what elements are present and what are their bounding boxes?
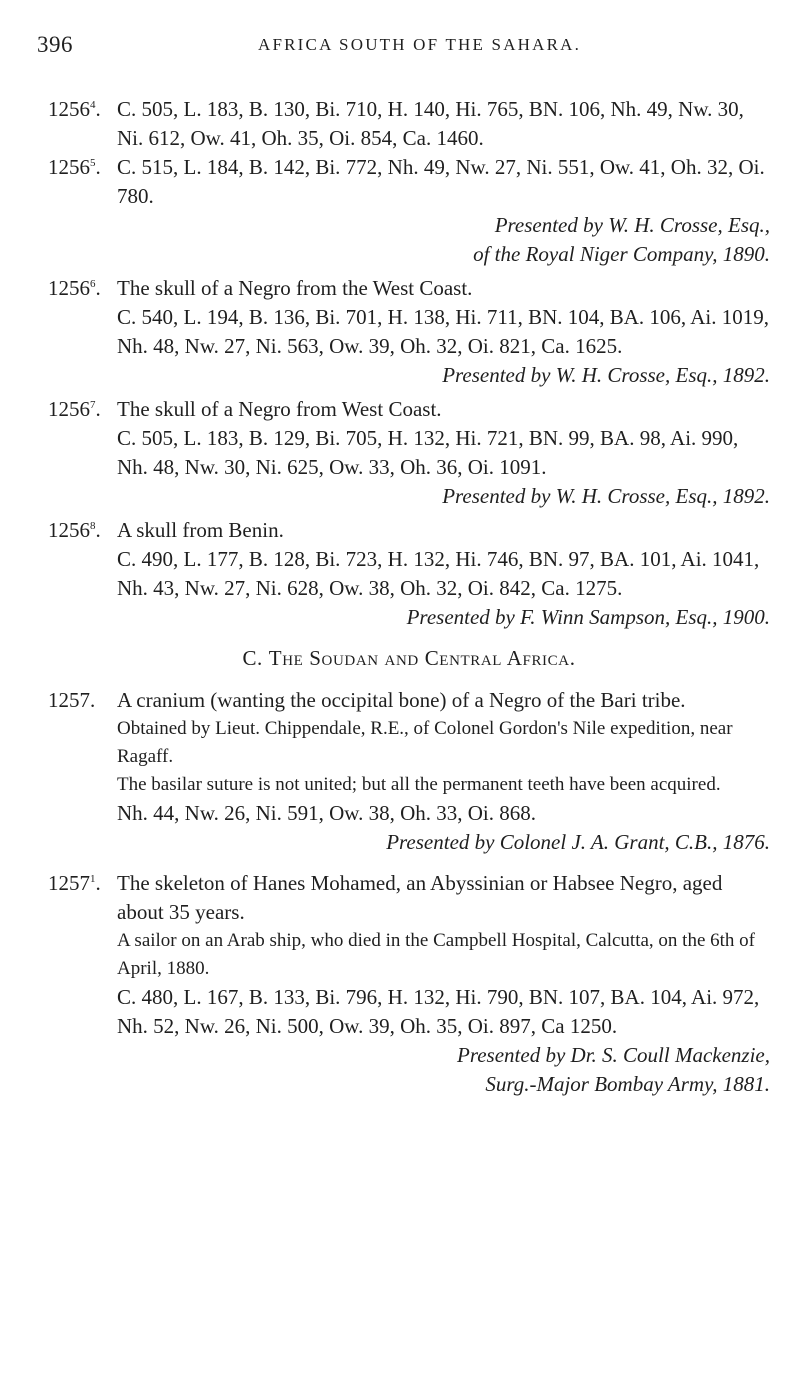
- presented-by: Presented by W. H. Crosse, Esq.,: [494, 213, 770, 237]
- entry-superscript: 6: [90, 278, 96, 290]
- presented-by: Surg.-Major Bombay Army, 1881.: [485, 1072, 770, 1096]
- entry-superscript: 5: [90, 157, 96, 169]
- catalogue-entry: [48, 95, 770, 153]
- section-letter: C.: [242, 646, 263, 670]
- catalogue-entry: [48, 153, 770, 269]
- entry-measurements: C. 505, L. 183, B. 129, Bi. 705, H. 132, Hi. 721, BN. 99, BA. 98, Ai. 990, Nh. 48, Nw. 30, Ni. 625, Ow. 33, Oh. 36, Oi. 1091.: [117, 426, 739, 479]
- entry-title: A skull from Benin.: [117, 518, 284, 542]
- catalogue-entry: [48, 869, 770, 1099]
- catalogue-entry: [48, 516, 770, 632]
- entry-number: 1256$^6$.: [48, 276, 101, 300]
- entry-number: 1256$^4$.: [48, 97, 101, 121]
- entry-title: A cranium (wanting the occipital bone) of a Negro of the Bari tribe.: [117, 688, 686, 712]
- section-title: The Soudan and Central Africa.: [268, 646, 576, 670]
- entry-note: Obtained by Lieut. Chippendale, R.E., of Colonel Gordon's Nile expedition, near Ragaff.: [117, 718, 733, 767]
- entry-superscript: 4: [90, 99, 96, 111]
- entry-superscript: 7: [90, 399, 96, 411]
- entry-number: 1256$^8$.: [48, 518, 101, 542]
- entry-measurements: C. 540, L. 194, B. 136, Bi. 701, H. 138, Hi. 711, BN. 104, BA. 106, Ai. 1019, Nh. 48, Nw. 27, Ni. 563, Ow. 39, Oh. 32, Oi. 821, Ca. 1625.: [117, 305, 770, 358]
- page-header: [0, 32, 800, 64]
- entry-measurements: C. 505, L. 183, B. 130, Bi. 710, H. 140, Hi. 765, BN. 106, Nh. 49, Nw. 30, Ni. 612, Ow. 41, Oh. 35, Oi. 854, Ca. 1460.: [117, 97, 744, 150]
- entry-number: 1257$^1$.: [48, 871, 101, 895]
- entry-measurements: C. 490, L. 177, B. 128, Bi. 723, H. 132, Hi. 746, BN. 97, BA. 101, Ai. 1041, Nh. 43, Nw. 27, Ni. 628, Ow. 38, Oh. 32, Oi. 842, Ca. 1275.: [117, 547, 760, 600]
- entry-measurements: C. 515, L. 184, B. 142, Bi. 772, Nh. 49, Nw. 27, Ni. 551, Ow. 41, Oh. 32, Oi. 780.: [117, 155, 765, 208]
- entry-title: The skeleton of Hanes Mohamed, an Abyssinian or Habsee Negro, aged about 35 years.: [117, 871, 723, 924]
- entry-title: The skull of a Negro from West Coast.: [117, 397, 442, 421]
- presented-by: Presented by W. H. Crosse, Esq., 1892.: [442, 484, 770, 508]
- catalogue-entry: [48, 274, 770, 390]
- entry-note: A sailor on an Arab ship, who died in the Campbell Hospital, Calcutta, on the 6th of April, 1880.: [117, 930, 755, 979]
- presented-by: Presented by Colonel J. A. Grant, C.B., 1876.: [386, 830, 770, 854]
- presented-by: of the Royal Niger Company, 1890.: [473, 242, 770, 266]
- entry-number: 1257.: [48, 688, 96, 712]
- presented-by: Presented by F. Winn Sampson, Esq., 1900.: [406, 605, 770, 629]
- entry-title: The skull of a Negro from the West Coast.: [117, 276, 473, 300]
- catalogue-entry: [48, 395, 770, 511]
- presented-by: Presented by W. H. Crosse, Esq., 1892.: [442, 363, 770, 387]
- entry-measurements: Nh. 44, Nw. 26, Ni. 591, Ow. 38, Oh. 33, Oi. 868.: [117, 801, 537, 825]
- catalogue-entry: [48, 686, 770, 857]
- running-title: AFRICA SOUTH OF THE SAHARA.: [258, 35, 582, 54]
- entry-number: 1256$^7$.: [48, 397, 101, 421]
- entry-measurements: C. 480, L. 167, B. 133, Bi. 796, H. 132, Hi. 790, BN. 107, BA. 104, Ai. 972, Nh. 52, Nw. 26, Ni. 500, Ow. 39, Oh. 35, Oi. 897, Ca 1250.: [117, 985, 760, 1038]
- entry-number: 1256$^5$.: [48, 155, 101, 179]
- catalogue-body: [48, 95, 770, 1099]
- entry-superscript: 8: [90, 520, 96, 532]
- presented-by: Presented by Dr. S. Coull Mackenzie,: [457, 1043, 770, 1067]
- entry-note: The basilar suture is not united; but all the permanent teeth have been acquired.: [117, 774, 721, 795]
- section-heading: [48, 644, 770, 673]
- entry-superscript: 1: [90, 873, 96, 885]
- page-number: 396: [37, 32, 73, 57]
